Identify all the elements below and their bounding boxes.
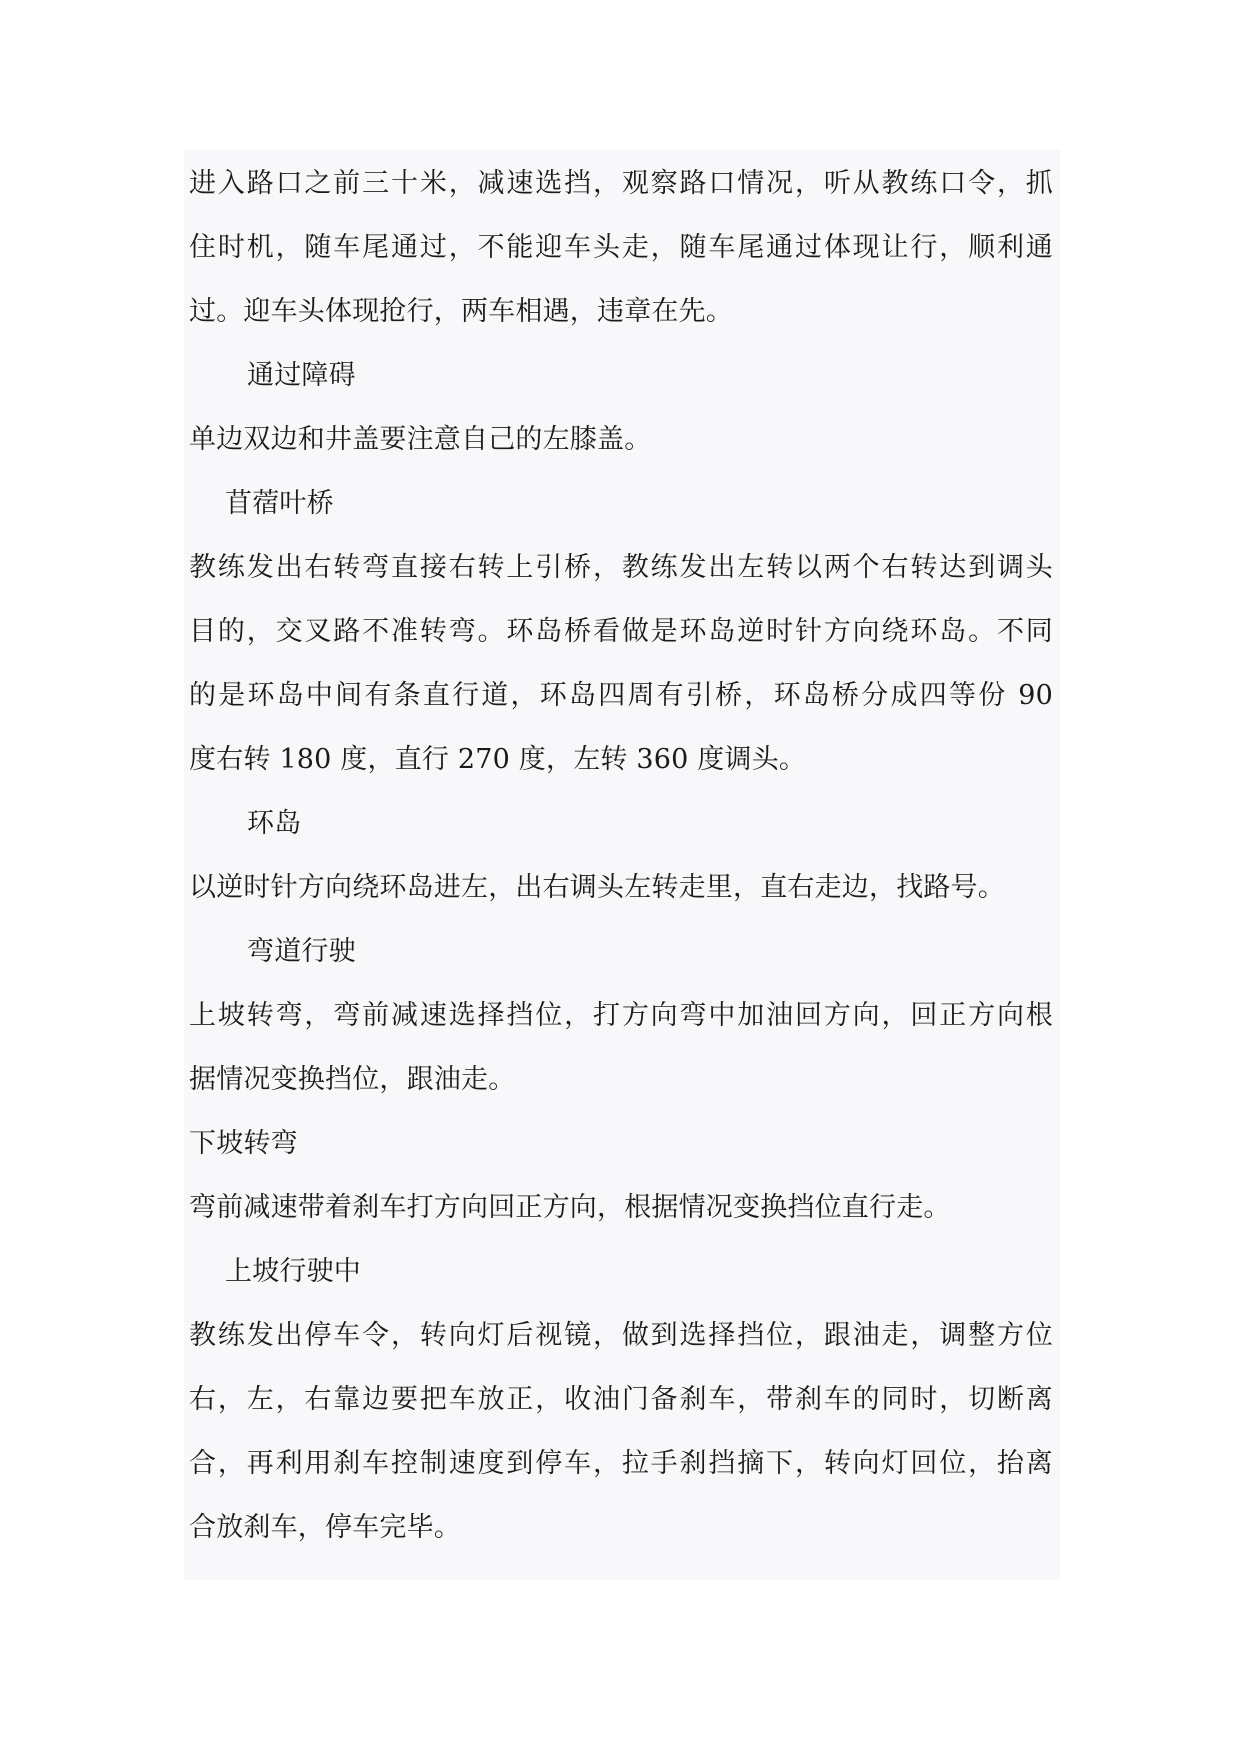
paragraph-line: 右，左，右靠边要把车放正，收油门备刹车，带刹车的同时，切断离 [189, 1384, 1053, 1415]
section-heading: 环岛 [247, 808, 302, 839]
section-heading: 苜蓿叶桥 [225, 488, 334, 519]
paragraph-line: 过。迎车头体现抢行，两车相遇，违章在先。 [189, 296, 733, 327]
paragraph-line: 度右转 180 度，直行 270 度，左转 360 度调头。 [189, 744, 807, 775]
paragraph-line: 住时机，随车尾通过，不能迎车头走，随车尾通过体现让行，顺利通 [189, 232, 1053, 263]
section-heading: 弯道行驶 [247, 936, 356, 967]
section-heading: 下坡转弯 [189, 1128, 298, 1159]
paragraph-line: 的是环岛中间有条直行道，环岛四周有引桥，环岛桥分成四等份 90 [189, 680, 1053, 711]
paragraph-line: 据情况变换挡位，跟油走。 [189, 1064, 516, 1095]
paragraph-line: 单边双边和井盖要注意自己的左膝盖。 [189, 424, 652, 455]
paragraph-line: 以逆时针方向绕环岛进左，出右调头左转走里，直右走边，找路号。 [189, 872, 1005, 903]
section-heading: 上坡行驶中 [225, 1256, 361, 1287]
paragraph-line: 上坡转弯，弯前减速选择挡位，打方向弯中加油回方向，回正方向根 [189, 1000, 1053, 1031]
paragraph-line: 教练发出停车令，转向灯后视镜，做到选择挡位，跟油走，调整方位 [189, 1320, 1053, 1351]
paragraph-line: 弯前减速带着刹车打方向回正方向，根据情况变换挡位直行走。 [189, 1192, 951, 1223]
paragraph-line: 进入路口之前三十米，减速选挡，观察路口情况，听从教练口令，抓 [189, 168, 1053, 199]
section-heading: 通过障碍 [247, 360, 356, 391]
paragraph-line: 合放刹车，停车完毕。 [189, 1512, 461, 1543]
paragraph-line: 教练发出右转弯直接右转上引桥，教练发出左转以两个右转达到调头 [189, 552, 1053, 583]
paragraph-line: 合，再利用刹车控制速度到停车，拉手刹挡摘下，转向灯回位，抬离 [189, 1448, 1053, 1479]
paragraph-line: 目的，交叉路不准转弯。环岛桥看做是环岛逆时针方向绕环岛。不同 [189, 616, 1053, 647]
document-body [189, 152, 1069, 1560]
